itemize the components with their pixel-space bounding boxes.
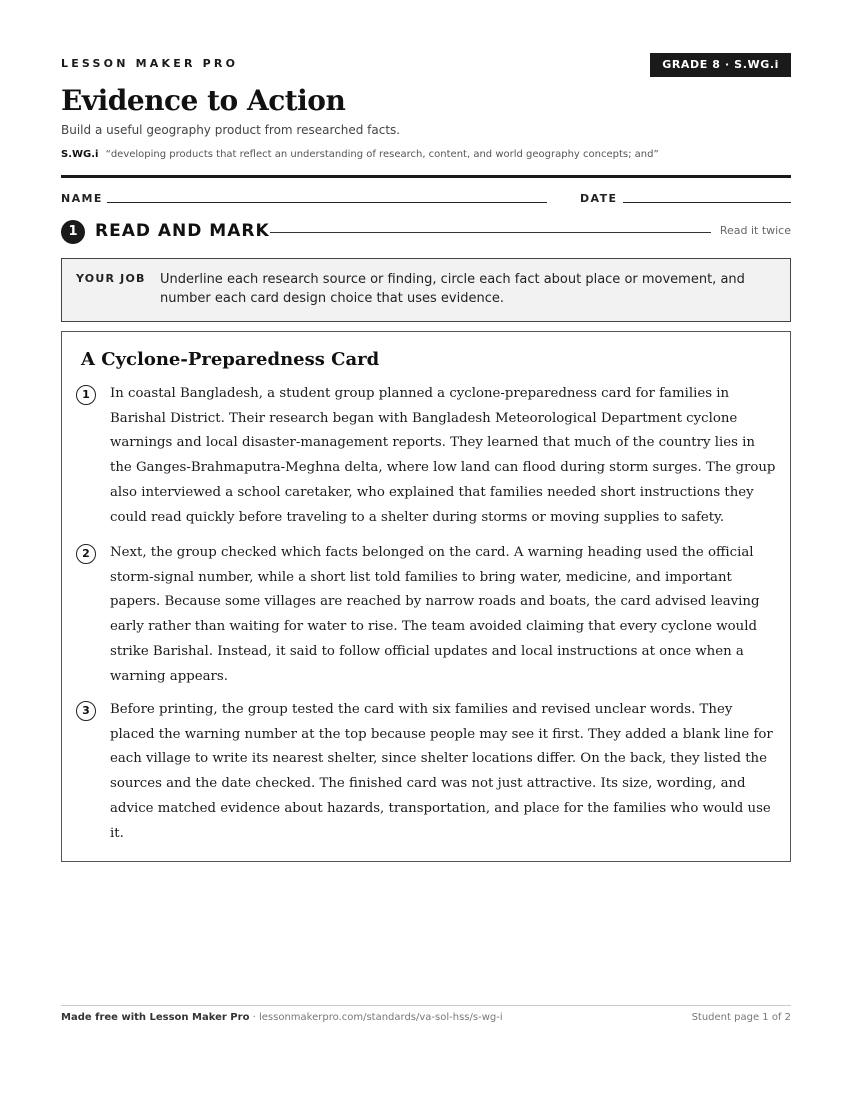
standard-line [61, 149, 659, 160]
grade-badge: GRADE 8 · S.WG.i [650, 53, 791, 77]
paragraph-text: Next, the group checked which facts belonged on the card. A warning heading used the official storm-signal number, while a short list told families to bring water, medicine, and important papers. Because some villages are reached by narrow roads and boats, the card advised leaving early rather than waiting for water to rise. The team avoided claiming that every cyclone would strike Barishal. Instead, it said to follow official updates and local instructions at once when a warning appears. [110, 545, 760, 684]
footer-separator: · [249, 1012, 259, 1023]
page-title: Evidence to Action [61, 84, 346, 117]
name-label: NAME [61, 192, 103, 205]
passage-title: A Cyclone-Preparedness Card [81, 349, 380, 370]
standard-text: “developing products that reflect an understanding of research, content, and world geography concepts; and” [105, 149, 659, 160]
date-field-line[interactable] [623, 202, 791, 203]
worksheet-page [61, 0, 791, 1100]
paragraph-number: 2 [76, 544, 96, 564]
footer-url[interactable]: lessonmakerpro.com/standards/va-sol-hss/s-wg-i [258, 1012, 503, 1023]
paragraph-number: 1 [76, 385, 96, 405]
section-title: READ AND MARK [95, 221, 270, 241]
footer-page-number: Student page 1 of 2 [691, 1012, 791, 1023]
job-instructions-box [61, 258, 791, 322]
section-divider [270, 232, 711, 233]
reading-passage [61, 331, 791, 862]
footer-divider [61, 1005, 791, 1006]
name-field-line[interactable] [107, 202, 547, 203]
section-number-badge: 1 [61, 220, 85, 244]
header-divider [61, 175, 791, 178]
footer-made-with: Made free with Lesson Maker Pro [61, 1012, 250, 1023]
paragraph-text: In coastal Bangladesh, a student group planned a cyclone-preparedness card for families in Barishal District. Their research began with Bangladesh Meteorological Department cyclone warnings and local disaster-management reports. They learned that much of the country lies in the Ganges-Brahmaputra-Meghna delta, where low land can flood during storm surges. The group also interviewed a school caretaker, who explained that families needed short instructions they could read quickly before traveling to a shelter during storms or moving supplies to safety. [110, 386, 776, 525]
paragraph-number: 3 [76, 701, 96, 721]
job-label: YOUR JOB [76, 272, 146, 285]
page-subtitle: Build a useful geography product from researched facts. [61, 123, 401, 137]
section-note: Read it twice [719, 224, 791, 237]
footer-credit [61, 1012, 503, 1023]
brand-name: LESSON MAKER PRO [61, 57, 239, 70]
job-text: Underline each research source or finding, circle each fact about place or movement, and number each card design choice that uses evidence. [160, 272, 745, 306]
date-label: DATE [580, 192, 618, 205]
standard-code: S.WG.i [61, 149, 99, 160]
paragraph-text: Before printing, the group tested the card with six families and revised unclear words. They placed the warning number at the top because people may see it first. They added a blank line for each village to write its nearest shelter, since shelter locations differ. On the back, they listed the sources and the date checked. The finished card was not just attractive. Its size, wording, and advice matched evidence about hazards, transportation, and place for the families who would use it. [110, 702, 773, 841]
